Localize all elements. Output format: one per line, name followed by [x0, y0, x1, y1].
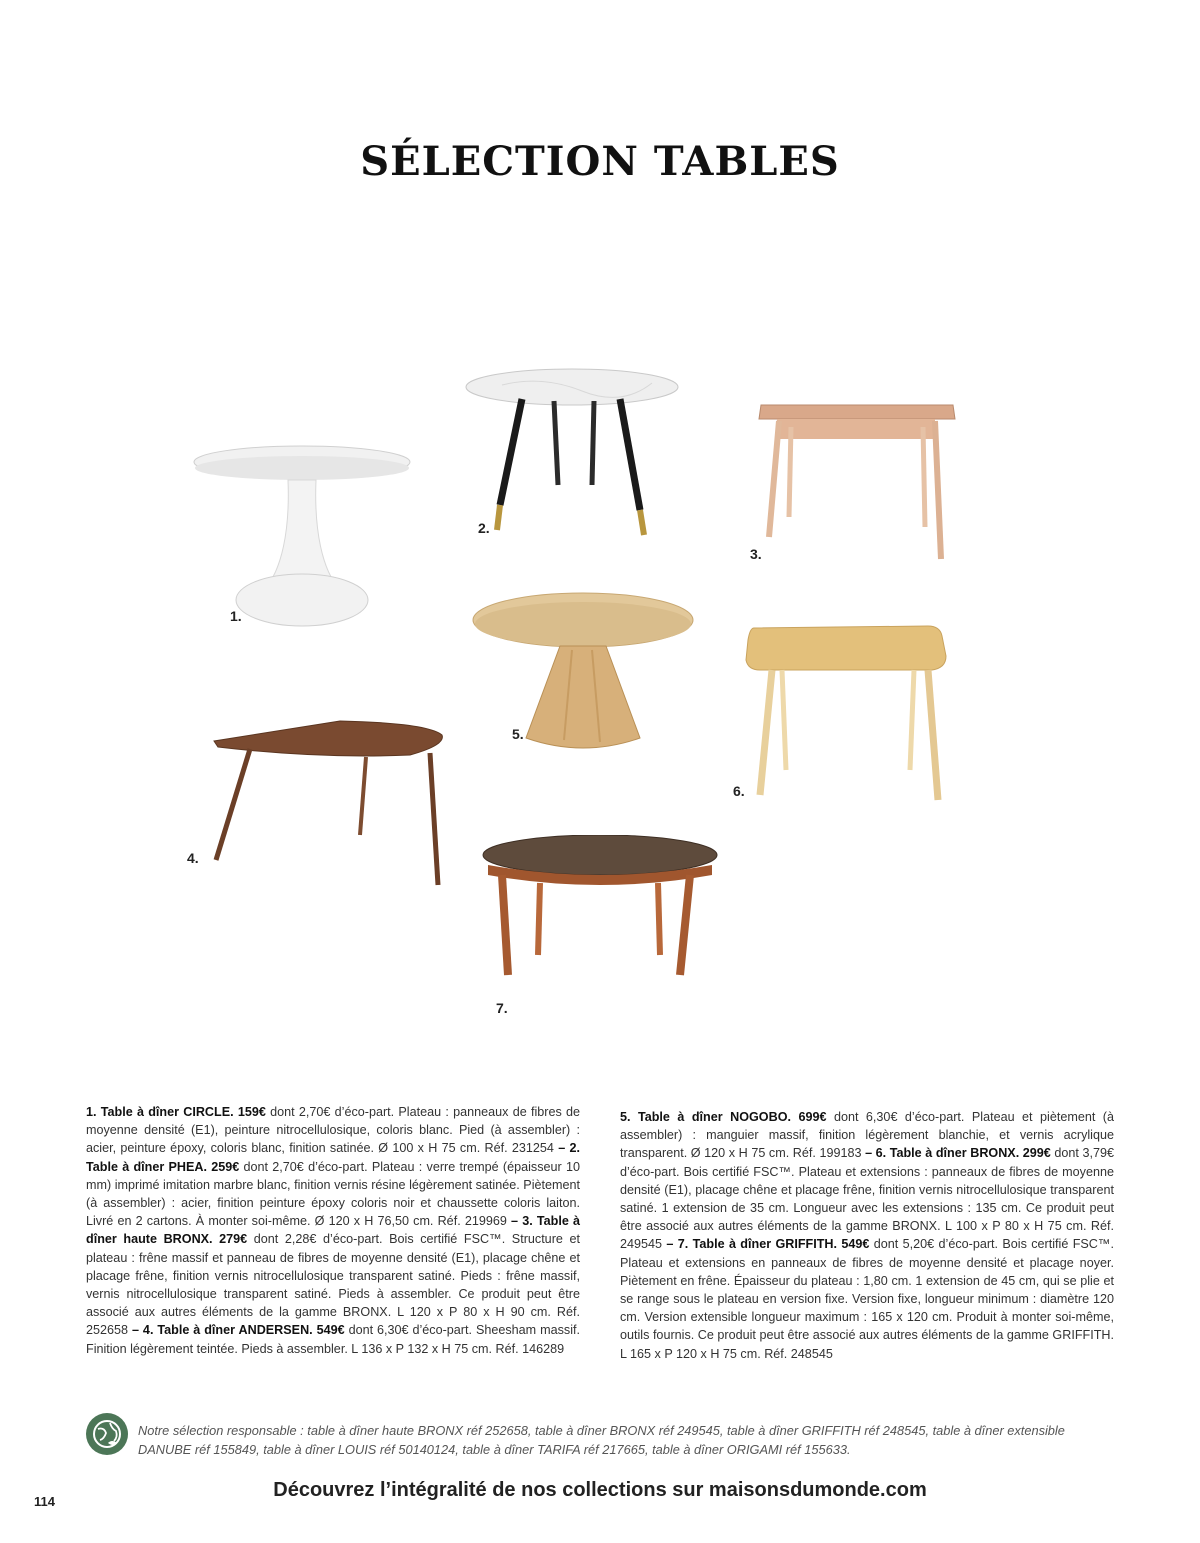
product-title: 5. Table à dîner NOGOBO. 699€ — [620, 1110, 827, 1124]
product-number: 6. — [733, 783, 745, 799]
product-image-6 — [742, 620, 952, 805]
product-title: – 3. Table à dîner haute BRONX. 279€ — [86, 1214, 581, 1247]
product-number: 3. — [750, 546, 762, 562]
product-image-4 — [210, 715, 455, 890]
product-number: 2. — [478, 520, 490, 536]
product-number: 5. — [512, 726, 524, 742]
product-image-7 — [480, 835, 720, 995]
product-details: dont 2,28€ d’éco-part. Bois certifié FSC™. Structure et plateau : frêne massif et panneau de fibres de moyenne densité (E1), placage chêne et placage frêne, finition vernis nitrocellulosique transparent satiné. Pieds : frêne massif, vernis nitrocellulosique transparent satiné. Pieds à assembler. Ce produit peut être associé aux autres éléments de la gamme BRONX. L 120 x P 80 x H 90 cm. Réf. 252658 — [86, 1232, 580, 1338]
product-details: dont 3,79€ d’éco-part. Bois certifié FSC™. Plateau et extensions : panneaux de fibres de moyenne densité (E1), placage chêne et placage frêne, finition vernis nitrocellulosique transparent satiné. 1 extension de 35 cm. Longueur avec les extensions : 135 cm. Ce produit peut être associé aux autres éléments de la gamme BRONX. L 100 x P 80 x H 75 cm. Réf. 249545 — [620, 1146, 1115, 1252]
description-left — [86, 1103, 580, 1358]
page-number: 114 — [34, 1494, 55, 1509]
product-title: 1. Table à dîner CIRCLE. 159€ — [86, 1105, 266, 1119]
product-details: dont 6,30€ d’éco-part. Plateau et piètement (à assembler) : manguier massif, finition légèrement blanchie, et vernis acrylique transparent. Ø 120 x H 75 cm. Réf. 199183 — [620, 1110, 1114, 1161]
product-details: dont 5,20€ d’éco-part. Bois certifié FSC™. Plateau et extensions en panneaux de fibres de moyenne densité et placage noyer. Piètement en frêne. Épaisseur du plateau : 1,80 cm. 1 extension de 45 cm, qui se plie et se range sous le plateau en version fixe. Version fixe, longueur minimum : diamètre 120 cm. Version extensible longueur maximum : 165 x 120 cm. Produit à monter soi-même, outils fournis. Ce produit peut être associé aux autres éléments de la gamme GRIFFITH. L 165 x P 120 x H 75 cm. Réf. 248545 — [620, 1237, 1114, 1361]
product-image-5 — [468, 590, 698, 755]
globe-leaf-icon — [86, 1413, 128, 1455]
product-title: – 6. Table à dîner BRONX. 299€ — [865, 1146, 1051, 1161]
responsible-selection-note: Notre sélection responsable : table à dîner haute BRONX réf 252658, table à dîner BRONX réf 249545, table à dîner GRIFFITH réf 248545, table à dîner extensible DANUBE réf 155849, table à dîner LOUIS réf 50140124, table à dîner TARIFA réf 217665, table à dîner ORIGAMI réf 155633. — [138, 1423, 1065, 1457]
product-number: 4. — [187, 850, 199, 866]
product-number: 1. — [230, 608, 242, 624]
product-details: dont 2,70€ d’éco-part. Plateau : verre trempé (épaisseur 10 mm) imprimé imitation marbre blanc, finition vernis résine légèrement satinée. Piètement (à assembler) : acier, finition peinture époxy coloris noir et chaussette coloris laiton. Livré en 2 cartons. À monter soi-même. Ø 120 x H 76,50 cm. Réf. 219969 — [86, 1159, 580, 1229]
product-title: – 2. Table à dîner PHEA. 259€ — [86, 1141, 580, 1174]
page-title: SÉLECTION TABLES — [360, 138, 840, 185]
product-number: 7. — [496, 1000, 508, 1016]
product-image-3 — [755, 397, 960, 567]
footer-website-link[interactable]: Découvrez l’intégralité de nos collections sur maisonsdumonde.com — [273, 1479, 927, 1501]
product-details: dont 2,70€ d’éco-part. Plateau : panneaux de fibres de moyenne densité (E1), peinture nitrocellulosique, coloris blanc. Pied (à assembler) : acier, peinture époxy, coloris blanc, finition satinée. Ø 100 x H 75 cm. Réf. 231254 — [86, 1105, 580, 1156]
product-image-1 — [190, 440, 415, 635]
product-details: dont 6,30€ d’éco-part. Sheesham massif. Finition légèrement teintée. Pieds à assembler. L 136 x P 132 x H 75 cm. Réf. 146289 — [86, 1323, 580, 1356]
product-image-2 — [462, 365, 682, 540]
product-title: – 4. Table à dîner ANDERSEN. 549€ — [131, 1323, 345, 1338]
product-title: – 7. Table à dîner GRIFFITH. 549€ — [666, 1237, 870, 1252]
description-right — [620, 1108, 1114, 1363]
